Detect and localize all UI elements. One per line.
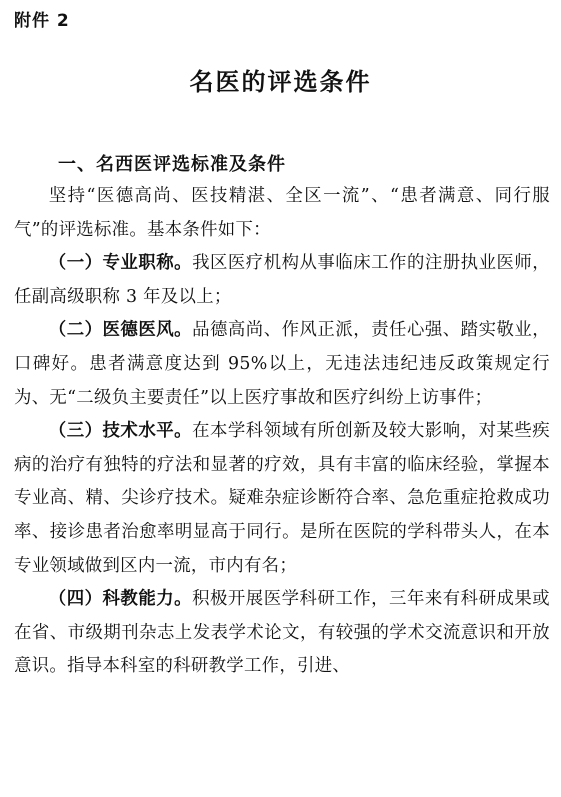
criterion-title: （三）技术水平。 xyxy=(48,421,193,442)
criterion-paragraph-1 xyxy=(14,247,550,314)
criterion-title: （二）医德医风。 xyxy=(48,320,193,341)
criterion-paragraph-3 xyxy=(14,415,550,583)
intro-paragraph: 坚持“医德高尚、医技精湛、全区一流”、“患者满意、同行服气”的评选标准。基本条件如下： xyxy=(14,186,550,240)
criterion-title: （四）科教能力。 xyxy=(48,589,193,610)
criterion-text: 在本学科领域有所创新及较大影响，对某些疾病的治疗有独特的疗法和显著的疗效，具有丰富的临床经验，掌握本专业高、精、尖诊疗技术。疑难杂症诊断符合率、急危重症抢救成功率、接诊患者治愈率明显高于同行。是所在医院的学科带头人，在本专业领域做到区内一流，市内有名； xyxy=(14,421,550,576)
section-heading: 一、名西医评选标准及条件 xyxy=(58,154,286,175)
criterion-text: 品德高尚、作风正派，责任心强、踏实敬业，口碑好。患者满意度达到 95%以上，无违法违纪违反政策规定行为、无“二级负主要责任”以上医疗事故和医疗纠纷上访事件； xyxy=(14,320,550,408)
attachment-label: 附件 2 xyxy=(14,11,70,31)
criterion-text: 积极开展医学科研工作，三年来有科研成果或在省、市级期刊杂志上发表学术论文，有较强的学术交流意识和开放意识。指导本科室的科研教学工作，引进、 xyxy=(14,589,550,677)
criterion-text: 我区医疗机构从事临床工作的注册执业医师，任副高级职称 3 年及以上； xyxy=(14,253,550,307)
criterion-title: （一）专业职称。 xyxy=(48,253,193,274)
criterion-paragraph-2 xyxy=(14,314,550,415)
document-body xyxy=(14,180,550,684)
criterion-paragraph-4 xyxy=(14,583,550,684)
document-title: 名医的评选条件 xyxy=(189,68,372,96)
